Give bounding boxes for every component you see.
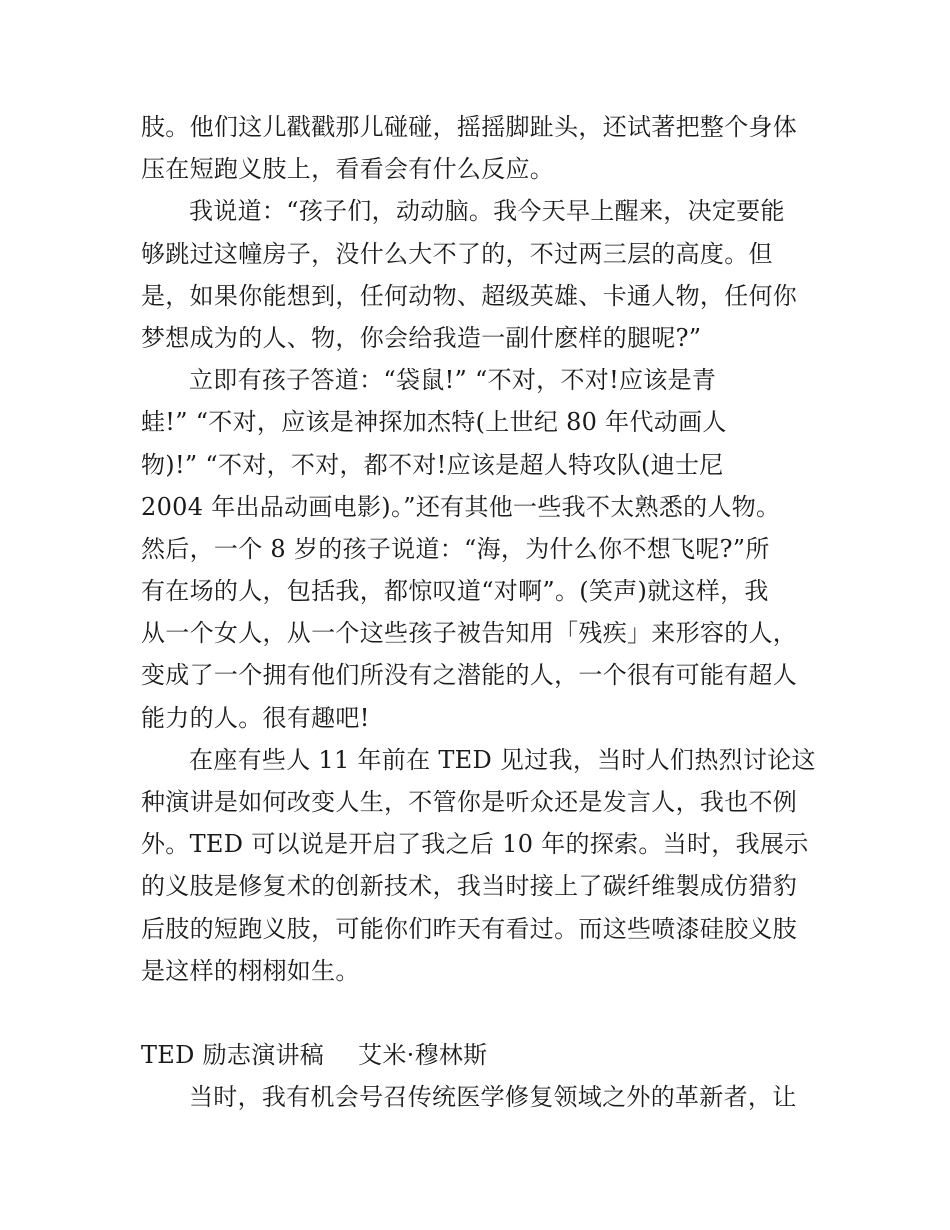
text-line: 我说道：“孩子们，动动脑。我今天早上醒来，决定要能 [189, 197, 785, 226]
text-line: 当时，我有机会号召传统医学修复领域之外的革新者，让 [189, 1083, 797, 1112]
section-spacer [141, 992, 813, 1034]
document-page [141, 106, 816, 1118]
paragraph-4 [141, 739, 816, 992]
heading-author: 艾米·穆林斯 [358, 1040, 488, 1069]
section-heading [141, 1034, 813, 1076]
paragraph-1 [141, 106, 813, 190]
paragraph-3 [141, 359, 813, 739]
text-line: 外。TED 可以说是开启了我之后 10 年的探索。当时，我展示 [141, 830, 809, 859]
text-line: 是，如果你能想到，任何动物、超级英雄、卡通人物，任何你 [141, 281, 798, 310]
text-line: 压在短跑义肢上，看看会有什么反应。 [141, 155, 555, 184]
text-line: 物)!” “不对，不对，都不对!应该是超人特攻队(迪士尼 [141, 450, 724, 479]
heading-title: TED 励志演讲稿 [141, 1040, 325, 1069]
text-line: 立即有孩子答道：“袋鼠!” “不对，不对!应该是青 [189, 366, 717, 395]
text-line: 变成了一个拥有他们所没有之潜能的人，一个很有可能有超人 [141, 661, 798, 690]
text-line: 然后，一个 8 岁的孩子说道：“海，为什么你不想飞呢?”所 [141, 534, 770, 563]
text-line: 能力的人。很有趣吧! [141, 703, 370, 732]
text-line: 2004 年出品动画电影)。”还有其他一些我不太熟悉的人物。 [141, 492, 781, 521]
text-line: 后肢的短跑义肢，可能你们昨天有看过。而这些喷漆硅胶义肢 [141, 914, 798, 943]
text-line: 是这样的栩栩如生。 [141, 956, 360, 985]
text-line: 从一个女人，从一个这些孩子被告知用「残疾」来形容的人， [141, 619, 798, 648]
text-line: 够跳过这幢房子，没什么大不了的，不过两三层的高度。但 [141, 239, 773, 268]
text-line: 有在场的人，包括我，都惊叹道“对啊”。(笑声)就这样，我 [141, 577, 769, 606]
text-line: 在座有些人 11 年前在 TED 见过我，当时人们热烈讨论这 [189, 745, 816, 774]
paragraph-5 [141, 1076, 813, 1118]
text-line: 的义肢是修复术的创新技术，我当时接上了碳纤维製成仿猎豹 [141, 872, 798, 901]
paragraph-2 [141, 190, 813, 359]
text-line: 肢。他们这儿戳戳那儿碰碰，摇摇脚趾头，还试著把整个身体 [141, 113, 798, 141]
text-line: 种演讲是如何改变人生，不管你是听众还是发言人，我也不例 [141, 788, 798, 816]
text-line: 梦想成为的人、物，你会给我造一副什麽样的腿呢?” [141, 323, 702, 352]
text-line: 蛙!” “不对，应该是神探加杰特(上世纪 80 年代动画人 [141, 408, 727, 437]
